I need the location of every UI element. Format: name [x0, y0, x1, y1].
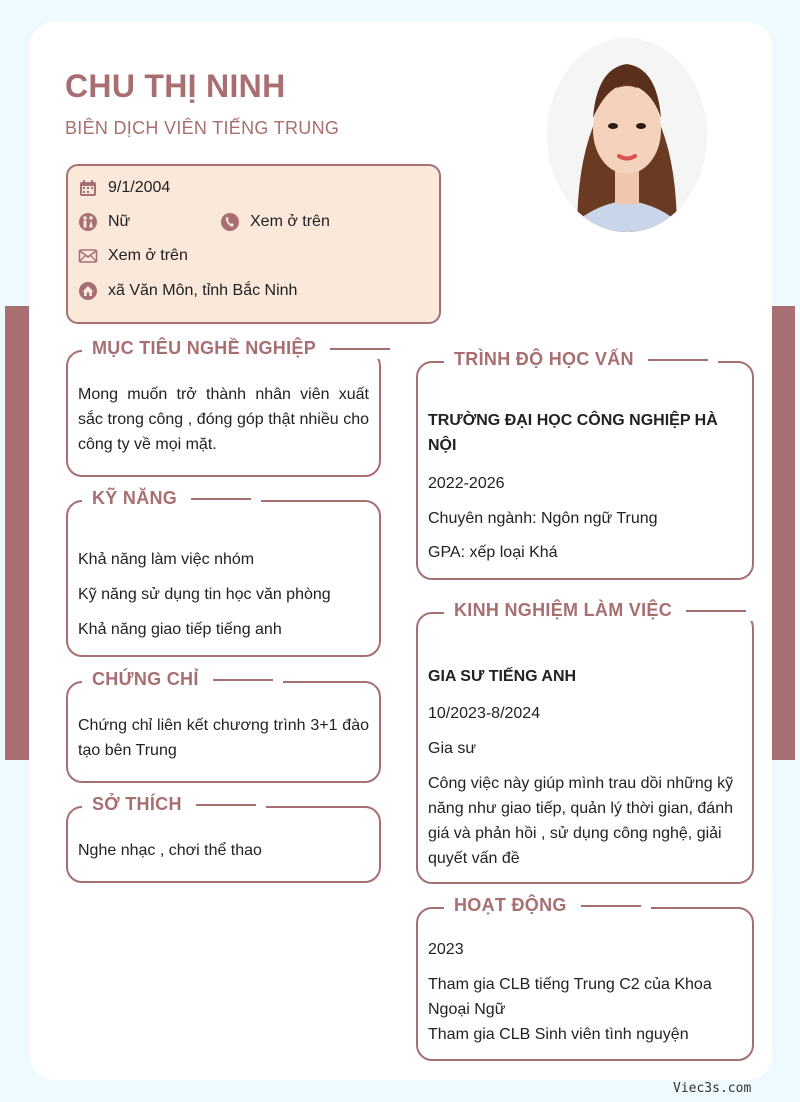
job-position: GIA SƯ TIẾNG ANH [428, 668, 577, 685]
profile-photo [547, 38, 707, 232]
objective-text: Mong muốn trở thành nhân viên xuất sắc trong công , đóng góp thật nhiều cho công ty về mọi mặt. [78, 386, 369, 453]
skill-item: Khả năng làm việc nhóm [78, 551, 255, 568]
gender-value: Nữ [108, 213, 131, 230]
gender-icon [78, 212, 98, 232]
activities-year: 2023 [428, 941, 464, 958]
right-accent-bar [771, 306, 795, 760]
school-name: TRƯỜNG ĐẠI HỌC CÔNG NGHIỆP HÀ NỘI [428, 412, 718, 454]
hobbies-section [66, 794, 381, 883]
left-accent-bar [5, 306, 29, 760]
skill-item: Khả năng giao tiếp tiếng anh [78, 621, 282, 638]
home-icon [78, 281, 98, 301]
activity-item: Tham gia CLB tiếng Trung C2 của Khoa Ngoại Ngữ [428, 976, 712, 1018]
skills-heading: KỸ NĂNG [82, 488, 261, 509]
email-row [78, 246, 188, 266]
activity-item: Tham gia CLB Sinh viên tình nguyện [428, 1026, 689, 1043]
phone-icon [220, 212, 240, 232]
gender-row [78, 212, 130, 232]
certificates-heading: CHỨNG CHỈ [82, 669, 283, 690]
address-value: xã Văn Môn, tỉnh Bắc Ninh [108, 282, 298, 299]
email-icon [78, 246, 98, 266]
skills-section [66, 488, 381, 657]
certificates-section [66, 669, 381, 783]
education-gpa: GPA: xếp loại Khá [428, 544, 558, 561]
objective-heading: MỤC TIÊU NGHỀ NGHIỆP [82, 338, 400, 359]
job-period: 10/2023-8/2024 [428, 705, 541, 722]
job-title: BIÊN DỊCH VIÊN TIẾNG TRUNG [65, 118, 340, 138]
certificates-text: Chứng chỉ liên kết chương trình 3+1 đào tạo bên Trung [78, 717, 369, 759]
objective-section [66, 338, 381, 477]
education-heading: TRÌNH ĐỘ HỌC VẤN [444, 349, 718, 370]
address-row [78, 281, 297, 301]
experience-section [416, 600, 754, 884]
experience-heading: KINH NGHIỆM LÀM VIỆC [444, 600, 756, 621]
education-section [416, 349, 754, 580]
birthday-row [78, 178, 170, 198]
birthday-value: 9/1/2004 [108, 179, 171, 196]
activities-section [416, 895, 754, 1061]
education-major: Chuyên ngành: Ngôn ngữ Trung [428, 510, 658, 527]
job-role: Gia sư [428, 740, 477, 757]
calendar-icon [78, 178, 98, 198]
phone-row [220, 212, 330, 232]
contact-info-box [66, 164, 441, 324]
activities-heading: HOẠT ĐỘNG [444, 895, 651, 916]
email-value: Xem ở trên [108, 247, 188, 264]
phone-value: Xem ở trên [250, 213, 330, 230]
education-period: 2022-2026 [428, 475, 505, 492]
job-description: Công việc này giúp mình trau dồi những kỹ năng như giao tiếp, quản lý thời gian, đánh giá và phản hồi , sử dụng công nghệ, giải quyết vấn đề [428, 775, 734, 867]
hobbies-heading: SỞ THÍCH [82, 794, 266, 815]
candidate-name: CHU THỊ NINH [65, 68, 286, 104]
skill-item: Kỹ năng sử dụng tin học văn phòng [78, 586, 331, 603]
site-watermark: Viec3s.com [673, 1081, 752, 1096]
hobbies-text: Nghe nhạc , chơi thể thao [78, 842, 262, 859]
